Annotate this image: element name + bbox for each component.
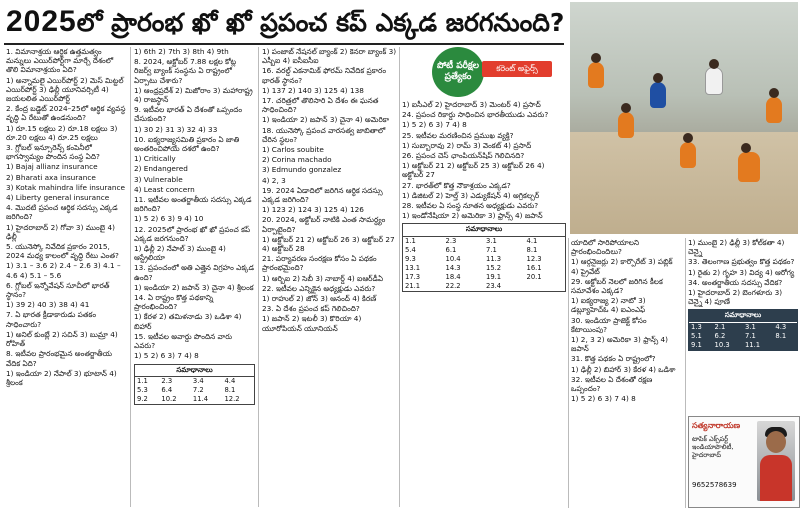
question-text: 7. ఏ భారత క్రీడాకారుడు పతకం సాధించారు?: [6, 310, 97, 329]
question-text: 1) 5 2) 6 3) 7 4) 8: [571, 394, 636, 404]
question-text: 29. అక్టోబర్ నెలలో జరిగిన కీలక సమావేశం ఎక్కడ?: [571, 276, 663, 296]
column-6: [688, 238, 798, 412]
question-text: 1) రాహుల్ 2) జోన్ 3) ఆనంద్ 4) కిరణ్: [262, 294, 377, 304]
question-text: 1) Critically: [134, 154, 176, 164]
answer-cell: 6.4: [161, 385, 173, 394]
answer-cell: 4.4: [224, 376, 236, 385]
answer-cell: 23.4: [486, 281, 502, 290]
answer-cell: 4.3: [775, 322, 787, 331]
question-text: 1) డిజిటల్ 2) హెల్త్ 3) ఎడ్యుకేషన్ 4) అగ్రికల్చర్: [402, 190, 540, 200]
question-text: 1) 5 2) 6 3) 7 4) 8: [134, 351, 199, 361]
answer-cell: 9.1: [691, 340, 702, 349]
answer-cell: 22.2: [445, 281, 461, 290]
answers-box: [402, 223, 566, 291]
answer-cell: 1.1: [137, 376, 148, 385]
question-text: 25. ఇటీవల మరణించిన ప్రముఖ వ్యక్తి?: [402, 130, 514, 140]
question-text: 15. ఇటీవల అవార్డు పొందిన వారు ఎవరు?: [134, 331, 233, 351]
answers-title: సమాధానాలు: [689, 310, 797, 322]
question-text: 1) 30 2) 31 3) 32 4) 33: [134, 124, 218, 134]
question-text: 34. అంతర్జాతీయ సదస్సు వేదిక?: [688, 277, 783, 287]
answer-cell: 6.2: [714, 331, 726, 340]
answer-cell: 15.2: [486, 263, 502, 272]
answer-cell: 4.1: [526, 236, 538, 245]
answer-cell: [525, 282, 566, 291]
question-text: 6. గ్లోబల్ ఇన్నోవేషన్ సూచీలో భారత్ స్థానం?: [6, 280, 110, 300]
player-figure: [680, 142, 696, 168]
column-5: [571, 238, 682, 508]
question-text: 5. యునెస్కో నివేదిక ప్రకారం 2015, 2024 మధ్య కాలంలో వృద్ధి రేటు ఎంత?: [6, 242, 119, 261]
question-text: 27. భారత్‌లో కొత్త నౌకాశ్రయం ఎక్కడ?: [402, 180, 511, 190]
author-name: సత్యనారాయణ: [692, 421, 741, 430]
question-text: 4) Liberty general insurance: [6, 193, 110, 203]
column-divider: [258, 47, 259, 507]
answer-cell: 7.2: [192, 385, 204, 394]
answers-box: [688, 309, 798, 350]
answer-cell: 10.4: [445, 254, 461, 263]
question-text: 1) అక్టోబర్ 21 2) అక్టోబర్ 25 3) అక్టోబర్ 26 4) అక్టోబర్ 27: [402, 161, 545, 180]
headline-rule: [4, 43, 564, 45]
question-text: 18. యునెస్కో ప్రపంచ వారసత్వ జాబితాలో చేరిన స్థలం?: [262, 125, 386, 144]
answer-cell: 9.2: [137, 394, 148, 403]
answer-cell: 2.1: [714, 322, 726, 331]
question-text: 1) రైతు 2) గృహ 3) విద్య 4) ఆరోగ్య: [688, 267, 795, 277]
question-text: 1) 137 2) 140 3) 125 4) 138: [262, 85, 364, 95]
answer-cell: 5.4: [405, 245, 416, 254]
question-text: 1) ఆర్బిఐ 2) సెబీ 3) నాబార్డ్ 4) ఐఆర్‌డీఏ: [262, 273, 384, 283]
question-text: 19. 2024 ఏడాదిలో జరిగిన ఆర్థిక సదస్సు ఎక్కడ జరిగింది?: [262, 185, 383, 205]
answers-box: [134, 364, 255, 405]
column-4: [402, 100, 566, 507]
player-figure: [618, 112, 634, 138]
column-divider: [130, 47, 131, 507]
answer-cell: [773, 341, 797, 350]
question-text: 3) Kotak mahindra life insurance: [6, 182, 125, 192]
question-text: 1) Carlos soubite: [262, 145, 324, 155]
question-text: 28. ఇటీవల ఏ సంస్థ నూతన అధ్యక్షుడు ఎవరు?: [402, 201, 539, 211]
question-text: 33. తెలంగాణ ప్రభుత్వం కొత్త పథకం?: [688, 257, 795, 267]
question-text: 23. ఏ దేశం ప్రపంచ కప్ గెలిచింది?: [262, 304, 360, 314]
answer-cell: 12.2: [224, 394, 240, 403]
player-figure: [650, 82, 666, 108]
question-text: 1) 2, 3 2) అమెరికా 3) ఫ్రాన్స్ 4) జపాన్: [571, 335, 668, 354]
answer-cell: 10.2: [161, 394, 177, 403]
column-2: [134, 47, 255, 507]
player-figure: [588, 62, 604, 88]
question-text: 2) Corina machado: [262, 155, 332, 165]
question-text: 1) పంజాబ్ నేషనల్ బ్యాంక్ 2) కెనరా బ్యాంక్ 3) ఎస్బీఐ 4) ఐసీఐసీఐ: [262, 47, 397, 66]
kho-kho-photo: [570, 2, 798, 234]
answers-title: సమాధానాలు: [135, 365, 254, 377]
question-text: 1) 5 2) 6 3) 9 4) 10: [134, 214, 204, 224]
answer-cell: 6.1: [445, 245, 457, 254]
column-3: [262, 47, 398, 507]
question-text: 22. ఇటీవల ఎన్నికైన అధ్యక్షుడు ఎవరు?: [262, 283, 376, 293]
question-text: 1) 123 2) 124 3) 125 4) 126: [262, 205, 364, 215]
question-text: 11. ఇటీవల అంతర్జాతీయ సదస్సు ఎక్కడ జరిగింది?: [134, 195, 252, 214]
question-text: 4. మొదటి ప్రపంచ ఆర్థిక సదస్సు ఎక్కడ జరిగింది?: [6, 203, 118, 222]
answers-title: సమాధానాలు: [403, 224, 565, 236]
question-text: 17. చరిత్రలో తొలిసారి ఏ దేశం ఈ ఘనత సాధించింది?: [262, 96, 379, 115]
question-text: 1) Bajaj allianz insurance: [6, 162, 98, 172]
question-text: 21. పర్యావరణ సంరక్షణ కోసం ఏ పథకం ప్రారంభమైంది?: [262, 254, 377, 273]
answer-cell: 14.3: [445, 263, 461, 272]
author-phone: 9652578639: [692, 481, 737, 489]
question-text: 1) ఆంధ్రప్రదేశ్ 2) మిజోరాం 3) మహారాష్ట్ర 4) రాజస్థాన్: [134, 85, 253, 105]
answer-cell: 1.3: [691, 322, 702, 331]
question-text: 1) ఐసీఎల్ 2) హైదరాబాద్ 3) మెంటర్ 4) ప్రసాద్: [402, 100, 541, 109]
answer-cell: 8.1: [526, 245, 538, 254]
page-headline: [6, 2, 566, 42]
question-text: 1) హైదరాబాద్ 2) గోవా 3) ముంబై 4) ఢిల్లీ: [6, 222, 115, 241]
player-figure: [766, 97, 782, 123]
question-text: 1) ఇండోనేషియా 2) అమెరికా 3) ఫ్రాన్స్ 4) జపాన్: [402, 211, 543, 221]
question-text: 1) ఇండియా 2) జపాన్ 3) చైనా 4) అమెరికా: [262, 115, 390, 125]
answer-cell: 7.1: [744, 331, 756, 340]
question-text: 1) ఢిల్లీ 2) బిహార్ 3) కేరళ 4) ఒడిశా: [571, 364, 676, 374]
answer-cell: 10.3: [714, 340, 730, 349]
answer-cell: 7.1: [486, 245, 497, 254]
answer-cell: 5.3: [137, 385, 148, 394]
answer-cell: 11.1: [744, 340, 761, 349]
author-box: [688, 416, 800, 508]
question-text: 8. ఇటీవల ప్రారంభమైన అంతర్జాతీయ వేదిక ఏది?: [6, 349, 112, 368]
author-role: టాపిక్ ఎక్స్‌పర్ట్ ఇండియాపొలిటీ, హైదరాబాద్: [692, 435, 734, 459]
column-divider: [685, 238, 686, 508]
question-text: 12. 2025లో ప్రారంభ ఖో ఖో ప్రపంచ కప్ ఎక్కడ జరగనుంది?: [134, 224, 251, 243]
column-1: [6, 47, 127, 507]
player-figure: [738, 152, 760, 182]
question-text: 1) 3.1 – 3.6 2) 2.4 – 2.6 3) 4.1 – 4.6 4) 5.1 – 5.6: [6, 261, 121, 280]
answer-cell: 1.1: [405, 236, 416, 245]
column-divider: [568, 238, 569, 508]
answer-cell: 16.1: [526, 263, 542, 272]
question-text: 9. ఇటీవల భారత్ ఏ దేశంతో ఒప్పందం చేసుకుంది?: [134, 105, 243, 124]
question-text: 3) Vulnerable: [134, 174, 183, 184]
author-photo: [757, 421, 795, 501]
answer-cell: 17.3: [405, 272, 421, 281]
question-text: 31. కొత్త పథకం ఏ రాష్ట్రంలో?: [571, 354, 656, 364]
question-text: 1) ముంబై 2) ఢిల్లీ 3) కోల్‌కతా 4) చెన్నై: [688, 238, 785, 257]
question-text: 2) Bharati axa insurance: [6, 172, 96, 182]
answer-cell: 8.1: [775, 331, 787, 340]
answer-cell: 3.4: [192, 376, 204, 385]
question-text: 30. ఇండియా ప్రాజెక్ట్ కోసం కేటాయింపు?: [571, 315, 647, 334]
answer-cell: 20.1: [526, 272, 542, 281]
question-text: 10. ఐక్యరాజ్యసమితి ప్రకారం ఏ జాతి అంతరించిపోయే దశలో ఉంది?: [134, 134, 240, 154]
question-text: 1) జపాన్ 2) ఇటలీ 3) కొరియా 4) యూరోపియన్ యూనియన్: [262, 314, 362, 333]
question-text: 1) 39 2) 40 3) 38 4) 41: [6, 300, 90, 310]
question-text: 1) అనిల్ కుంబ్లే 2) సచిన్ 3) బుమ్రా 4) రోహిత్: [6, 329, 118, 349]
question-text: 1) సుబ్బారావు 2) రామ్ 3) వెంకట్ 4) ప్రసాద్: [402, 140, 532, 150]
headline-year: 2025: [6, 5, 77, 38]
answer-cell: 3.1: [486, 236, 497, 245]
answer-cell: 5.1: [691, 331, 702, 340]
question-text: 1) 5 2) 6 3) 7 4) 8: [402, 120, 467, 130]
question-text: 1) హైదరాబాద్ 2) బెంగళూరు 3) చెన్నై 4) పూణే: [688, 288, 783, 307]
question-text: 2. కేంద్ర బడ్జెట్ 2024–25లో ఆర్థిక వ్యవస్థ వృద్ధి ఏ రేటుతో ఉండనుంది?: [6, 104, 126, 123]
headline-text: లో ప్రారంభ ఖో ఖో ప్రపంచ కప్ ఎక్కడ జరగనుంది?: [76, 8, 565, 37]
question-text: 1) ఢిల్లీ 2) నేపాల్ 3) ముంబై 4) ఆస్ట్రేలియా: [134, 244, 226, 263]
badge-circle: పోటీ పరీక్షల ప్రత్యేకం: [432, 47, 484, 97]
answer-cell: 11.4: [192, 394, 209, 403]
question-text: 4) 2, 3: [262, 175, 286, 185]
question-text: 14. ఏ రాష్ట్రం కొత్త పథకాన్ని ప్రారంభించింది?: [134, 293, 214, 312]
answer-cell: 3.1: [744, 322, 756, 331]
question-text: 2) Endangered: [134, 164, 188, 174]
question-text: 8. 2024, అక్టోబర్ 7.88 లక్షల కోట్ల రిజర్వ్ బ్యాంక్ సంస్థను ఏ రాష్ట్రంలో ఏర్పాటు చేశారు?: [134, 57, 237, 85]
question-text: 1) రూ.15 లక్షలు 2) రూ.18 లక్షలు 3) రూ.20 లక్షలు 4) రూ.25 లక్షలు: [6, 123, 118, 142]
answer-cell: 12.3: [526, 254, 542, 263]
answer-cell: 2.3: [161, 376, 173, 385]
question-text: 1) ఇండియా 2) జపాన్ 3) చైనా 4) శ్రీలంక: [134, 282, 254, 292]
question-text: 13. ప్రపంచంలో అతి ఎత్తైన విగ్రహం ఎక్కడ ఉంది?: [134, 263, 255, 282]
question-text: 1. విమానాశ్రయ ఆర్థిక ఉత్తమత్వం మన్నులు ఎయిర్‌పోర్ట్‌గా మార్చే దేశంలో తొలి విమానాశ్రయం ఏది?: [6, 47, 114, 75]
answer-cell: 9.3: [405, 254, 416, 263]
question-text: 32. ఇటీవల ఏ దేశంతో రక్షణ ఒప్పందం?: [571, 374, 653, 394]
player-figure: [705, 67, 723, 95]
answer-cell: 11.3: [486, 254, 502, 263]
question-text: 1) ఆర్గనైజర్లు 2) కార్పొరేట్ 3) పబ్లిక్ 4) ప్రైవేట్: [571, 257, 673, 276]
question-text: 4) Least concern: [134, 184, 195, 194]
answer-cell: 13.1: [405, 263, 421, 272]
question-text: 24. ప్రపంచ రికార్డు సాధించిన భారతీయుడు ఎవరు?: [402, 110, 549, 120]
question-text: 16. వరల్డ్ ఎకనామిక్ ఫోరమ్ నివేదిక ప్రకారం భారత్ స్థానం?: [262, 66, 387, 85]
question-text: 1) అన్నామలై ఎయిర్‌పోర్ట్ 2) మెస్ మిట్టల్ ఎయిర్‌పోర్ట్ 3) ఢిల్లీ యూనివర్సిటీ 4) జయలలిత ఎయిర్‌పోర్ట్: [6, 75, 124, 104]
question-text: 1) 6th 2) 7th 3) 8th 4) 9th: [134, 47, 229, 56]
question-text: 20. 2024, అక్టోబర్ నాటికి ఎంత సామర్థ్యం ఏర్పాటైంది?: [262, 215, 386, 234]
answer-cell: 21.1: [405, 281, 421, 290]
question-text: 26. ప్రపంచ చెస్ ఛాంపియన్‌షిప్ గెలిచినది?: [402, 151, 525, 161]
question-text: 3. గ్లోబల్ ఇన్సూరెన్స్ కంపెనీలో భాగస్వామ్యం పొందిన సంస్థ ఏది?: [6, 143, 100, 162]
question-text: 1) కేరళ 2) తమిళనాడు 3) ఒడిశా 4) బిహార్: [134, 312, 242, 331]
section-badge: [402, 47, 566, 97]
column-divider: [399, 47, 400, 507]
question-text: 1) అక్టోబర్ 21 2) అక్టోబర్ 26 3) అక్టోబర్ 27 4) అక్టోబర్ 28: [262, 234, 395, 254]
question-text: 1) ఇండియా 2) నేపాల్ 3) భూటాన్ 4) శ్రీలంక: [6, 368, 117, 387]
answer-cell: 2.3: [445, 236, 457, 245]
answer-cell: 19.1: [486, 272, 502, 281]
question-text: 1) ఐక్యరాజ్య 2) నాటో 3) డబ్ల్యూహెచ్‌ఓ 4) ఐఎంఎఫ్: [571, 296, 646, 315]
badge-tag: కరెంట్ అఫైర్స్: [482, 61, 552, 77]
answer-cell: 18.4: [445, 272, 461, 281]
question-text: 3) Edmundo gonzalez: [262, 165, 342, 175]
answer-cell: 8.1: [224, 385, 236, 394]
question-text: యాదిలో సారిపోయాలని ప్రారంభించిందిలు?: [571, 238, 640, 257]
